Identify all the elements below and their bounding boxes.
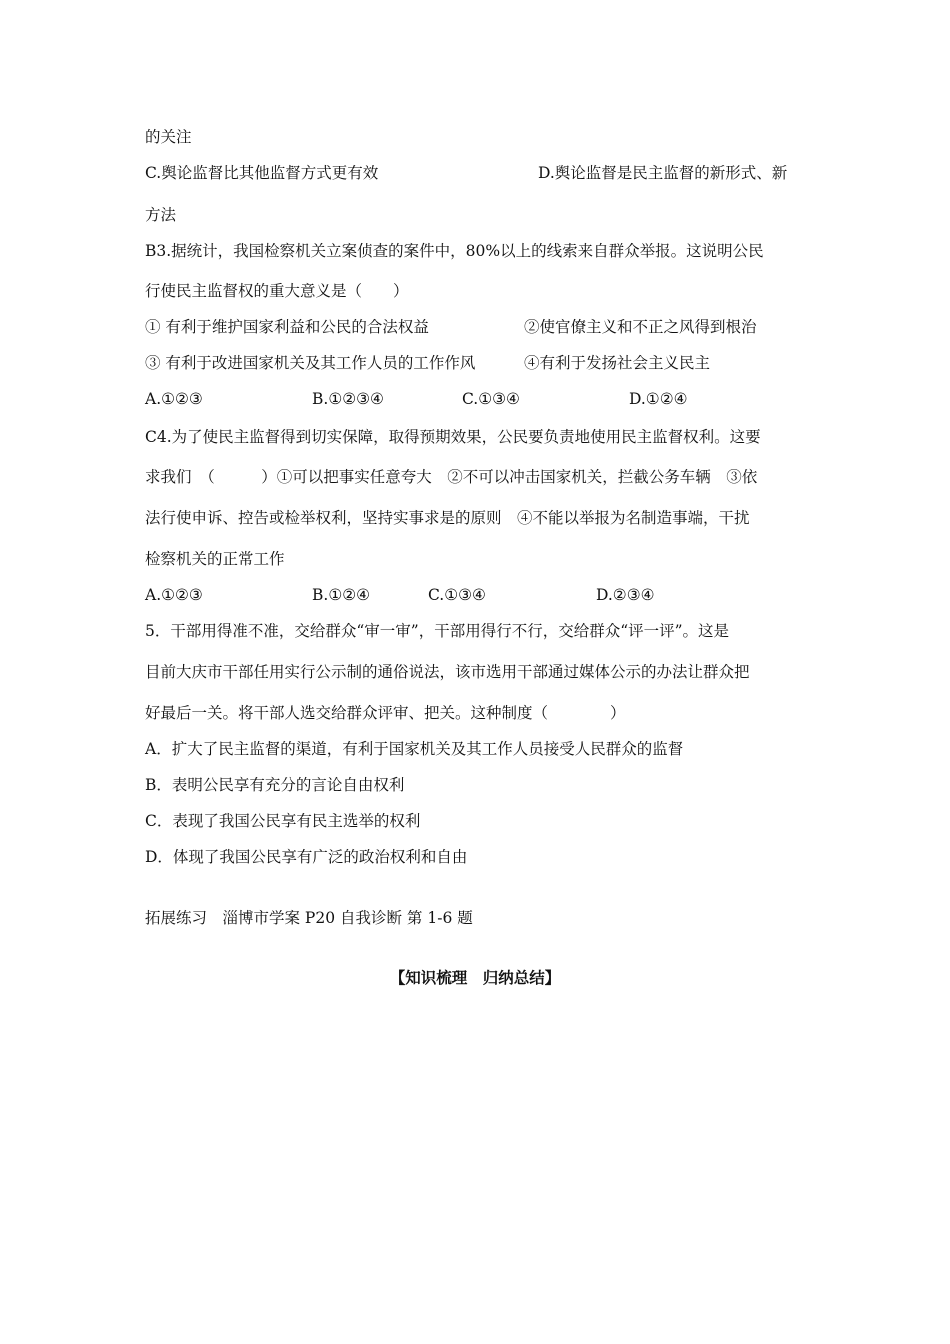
q3-item-1: ① 有利于维护国家利益和公民的合法权益 xyxy=(145,318,429,336)
q2-tail-line: 的关注 xyxy=(145,128,192,146)
q5-option-d: D．体现了我国公民享有广泛的政治权利和自由 xyxy=(145,848,468,866)
section-title: 【知识梳理 归纳总结】 xyxy=(389,968,561,987)
q2-option-c: C.舆论监督比其他监督方式更有效 xyxy=(145,164,379,182)
q2-option-d: D.舆论监督是民主监督的新形式、新 xyxy=(538,164,788,182)
q4-option-b: B.①②④ xyxy=(312,586,371,604)
q4-line1: C4.为了使民主监督得到切实保障，取得预期效果，公民要负责地使用民主监督权利。这要 xyxy=(145,428,761,446)
q5-line2: 目前大庆市干部任用实行公示制的通俗说法，该市选用干部通过媒体公示的办法让群众把 xyxy=(145,663,750,681)
q3-stem-line1: B3.据统计，我国检察机关立案侦查的案件中，80%以上的线索来自群众举报。这说明公民 xyxy=(145,242,764,260)
q3-option-c: C.①③④ xyxy=(462,390,520,408)
q3-option-d: D.①②④ xyxy=(629,390,688,408)
q4-line4: 检察机关的正常工作 xyxy=(145,550,285,568)
q4-line2: 求我们 （ ）①可以把事实任意夸大 ②不可以冲击国家机关，拦截公务车辆 ③依 xyxy=(145,468,758,486)
q3-stem-line2: 行使民主监督权的重大意义是（ ） xyxy=(145,282,409,300)
q5-line1: 5．干部用得准不准，交给群众“审一审”，干部用得行不行，交给群众“评一评”。这是 xyxy=(145,622,730,640)
extension-exercise: 拓展练习 淄博市学案 P20 自我诊断 第 1-6 题 xyxy=(145,909,473,927)
q5-option-c: C．表现了我国公民享有民主选举的权利 xyxy=(145,812,421,830)
q3-item-4: ④有利于发扬社会主义民主 xyxy=(524,354,711,372)
q5-option-a: A．扩大了民主监督的渠道，有利于国家机关及其工作人员接受人民群众的监督 xyxy=(145,740,684,758)
q4-option-c: C.①③④ xyxy=(428,586,486,604)
q5-line3: 好最后一关。将干部人选交给群众评审、把关。这种制度（ ） xyxy=(145,704,626,722)
q3-option-b: B.①②③④ xyxy=(312,390,384,408)
q3-item-3: ③ 有利于改进国家机关及其工作人员的工作作风 xyxy=(145,354,476,372)
q4-line3: 法行使申诉、控告或检举权利，坚持实事求是的原则 ④不能以举报为名制造事端，干扰 xyxy=(145,509,750,527)
q4-option-a: A.①②③ xyxy=(145,586,203,604)
q3-item-2: ②使官僚主义和不正之风得到根治 xyxy=(524,318,757,336)
q5-option-b: B．表明公民享有充分的言论自由权利 xyxy=(145,776,405,794)
q3-option-a: A.①②③ xyxy=(145,390,203,408)
q2-option-d-continued: 方法 xyxy=(145,206,177,224)
q4-option-d: D.②③④ xyxy=(596,586,655,604)
